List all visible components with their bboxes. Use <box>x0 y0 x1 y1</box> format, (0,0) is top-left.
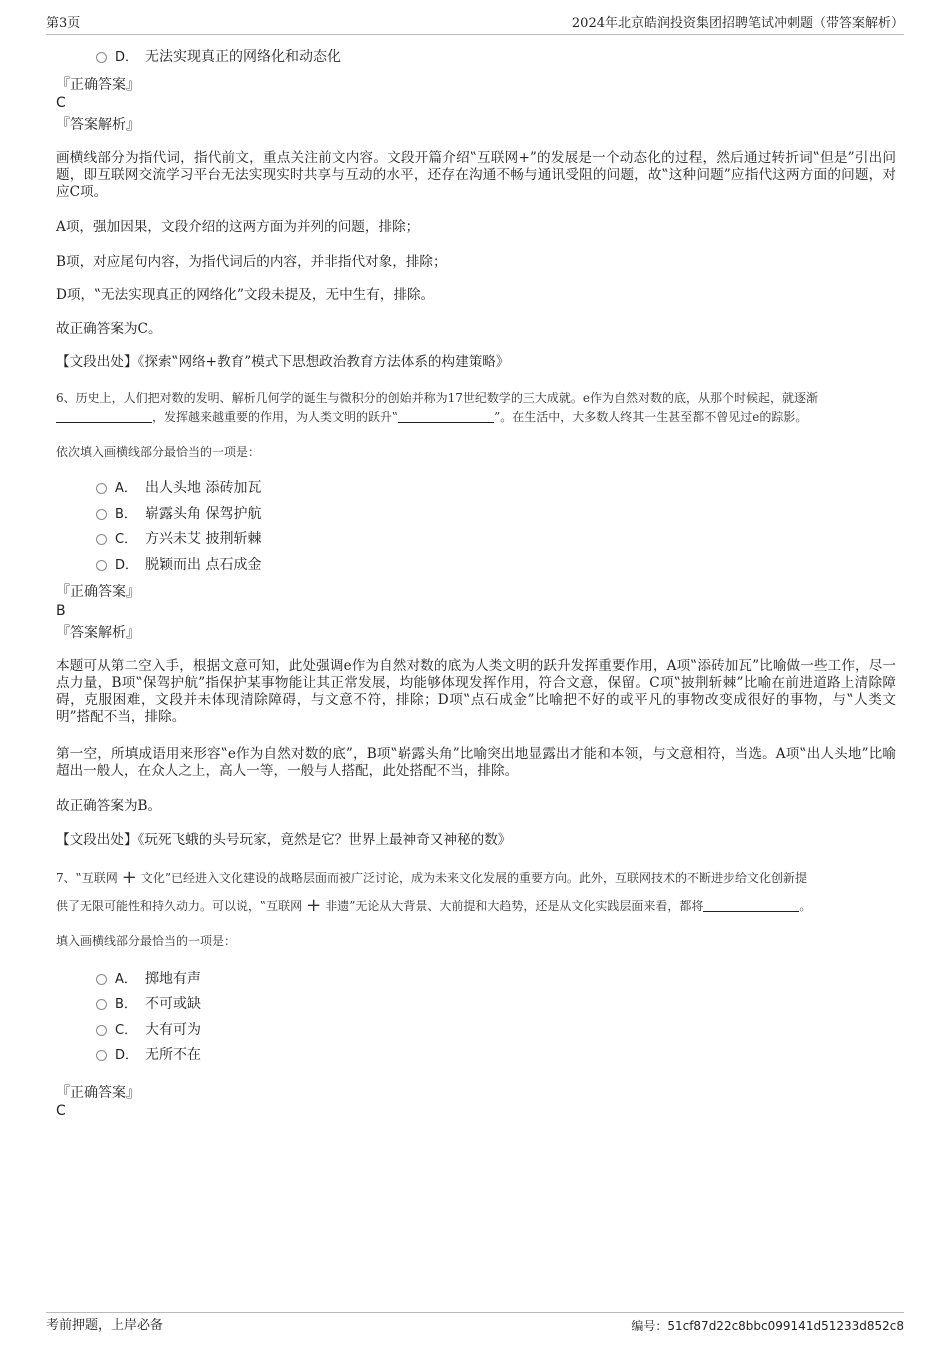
q5-analysis-paragraph: B项，对应尾句内容，为指代词后的内容，并非指代对象，排除； <box>56 254 447 270</box>
q6-option-b[interactable]: B． 崭露头角 保驾护航 <box>96 505 261 524</box>
q6-option-d[interactable]: D． 脱颖而出 点石成金 <box>96 556 261 575</box>
q5-analysis-paragraph: D项，‟无法实现真正的网络化”文段未提及，无中生有，排除。 <box>56 287 435 303</box>
radio-icon[interactable] <box>96 1050 107 1061</box>
radio-icon[interactable] <box>96 999 107 1010</box>
q5-analysis-paragraph: 画横线部分为指代词，指代前文，重点关注前文内容。文段开篇介绍‟互联网+”的发展是一个动态化的过程，然后通过转折词‟但是”引出问题，即互联网交流学习平台无法实现实时共享与互动的水平，还存在沟通不畅与通讯受阻的问题，故‟这种问题”应指代这两方面的问题，对应C项。 <box>56 150 896 200</box>
option-letter: D． <box>115 50 139 65</box>
q5-analysis-paragraph: A项，强加因果，文段介绍的这两方面为并列的问题，排除； <box>56 219 420 235</box>
page-number: 第3页 <box>46 16 81 31</box>
option-text: 无法实现真正的网络化和动态化 <box>145 49 341 65</box>
answer-blank <box>56 410 152 423</box>
q7-prompt: 填入画横线部分最恰当的一项是： <box>56 934 237 948</box>
q6-answer: B <box>56 603 66 619</box>
q7-stem-cont: 供了无限可能性和持久动力。可以说，‟互联网 + 非遗”无论从大背景、大前提和大趋势，还是从文化实践层面来看，都将 。 <box>56 895 812 916</box>
radio-icon[interactable] <box>96 52 107 63</box>
plus-symbol: + <box>306 895 322 916</box>
q6-stem: 6、历史上，人们把对数的发明、解析几何学的诞生与微积分的创始并称为17世纪数学的三大成就。e作为自然对数的底，从那个时候起，就逐渐，发挥越来越重要的作用，为人类文明的跃升‟ ”。在生活中，大多数人终其一生甚至都不曾见过e的踪影。 <box>56 391 819 424</box>
q7-option-b[interactable]: B． 不可或缺 <box>96 995 201 1014</box>
radio-icon[interactable] <box>96 483 107 494</box>
radio-icon[interactable] <box>96 560 107 571</box>
q5-correct-answer-label: 『正确答案』 <box>56 77 140 93</box>
q6-conclusion: 故正确答案为B。 <box>56 798 162 814</box>
radio-icon[interactable] <box>96 534 107 545</box>
q7-stem: 7、‟互联网 + 文化”已经进入文化建设的战略层面而被广泛讨论，成为未来文化发展的重要方向。此外，互联网技术的不断进步给文化创新提 <box>56 867 808 888</box>
answer-blank <box>703 899 799 912</box>
q5-option-d[interactable] <box>96 48 341 67</box>
q5-answer: C <box>56 95 66 111</box>
document-code: 编号：51cf87d22c8bbc099141d51233d852c8 <box>631 1319 904 1333</box>
q6-option-c[interactable]: C． 方兴未艾 披荆斩棘 <box>96 530 261 549</box>
radio-icon[interactable] <box>96 1025 107 1036</box>
page-header <box>46 14 904 35</box>
q6-analysis-label: 『答案解析』 <box>56 625 140 641</box>
q6-correct-answer-label: 『正确答案』 <box>56 584 140 600</box>
q7-option-d[interactable]: D． 无所不在 <box>96 1046 201 1065</box>
answer-blank <box>398 410 494 423</box>
radio-icon[interactable] <box>96 974 107 985</box>
q7-answer: C <box>56 1103 66 1119</box>
q6-prompt: 依次填入画横线部分最恰当的一项是： <box>56 445 261 459</box>
q7-option-c[interactable]: C． 大有可为 <box>96 1021 201 1040</box>
q7-correct-answer-label: 『正确答案』 <box>56 1085 140 1101</box>
q5-analysis-label: 『答案解析』 <box>56 117 140 133</box>
q6-analysis-paragraph: 第一空，所填成语用来形容‟e作为自然对数的底”，B项‟崭露头角”比喻突出地显露出才能和本领，与文意相符，当选。A项‟出人头地”比喻超出一般人，在众人之上，高人一等，一般与人搭配，此处搭配不当，排除。 <box>56 746 896 779</box>
radio-icon[interactable] <box>96 509 107 520</box>
plus-symbol: + <box>121 867 137 888</box>
q7-option-a[interactable]: A． 掷地有声 <box>96 970 201 989</box>
q6-source: 【文段出处】《玩死飞蛾的头号玩家，竟然是它？世界上最神奇又神秘的数》 <box>56 832 512 848</box>
q5-conclusion: 故正确答案为C。 <box>56 321 162 337</box>
q6-option-a[interactable]: A． 出人头地 添砖加瓦 <box>96 479 261 498</box>
q6-analysis-paragraph: 本题可从第二空入手，根据文意可知，此处强调e作为自然对数的底为人类文明的跃升发挥重要作用，A项‟添砖加瓦”比喻做一些工作，尽一点力量，B项‟保驾护航”指保护某事物能让其正常发展，均能够体现发挥作用，符合文意，保留。C项‟披荆斩棘”比喻在前进道路上清除障碍，克服困难，文段并未体现清除障碍，与文意不符，排除；D项‟点石成金”比喻把不好的或平凡的事物改变成很好的事物，与‟人类文明”搭配不当，排除。 <box>56 658 896 725</box>
footer-slogan: 考前押题，上岸必备 <box>46 1318 164 1333</box>
page-footer <box>46 1312 904 1336</box>
q5-source: 【文段出处】《探索‟网络+教育”模式下思想政治教育方法体系的构建策略》 <box>56 354 510 370</box>
document-title: 2024年北京皓润投资集团招聘笔试冲刺题（带答案解析） <box>571 16 904 31</box>
